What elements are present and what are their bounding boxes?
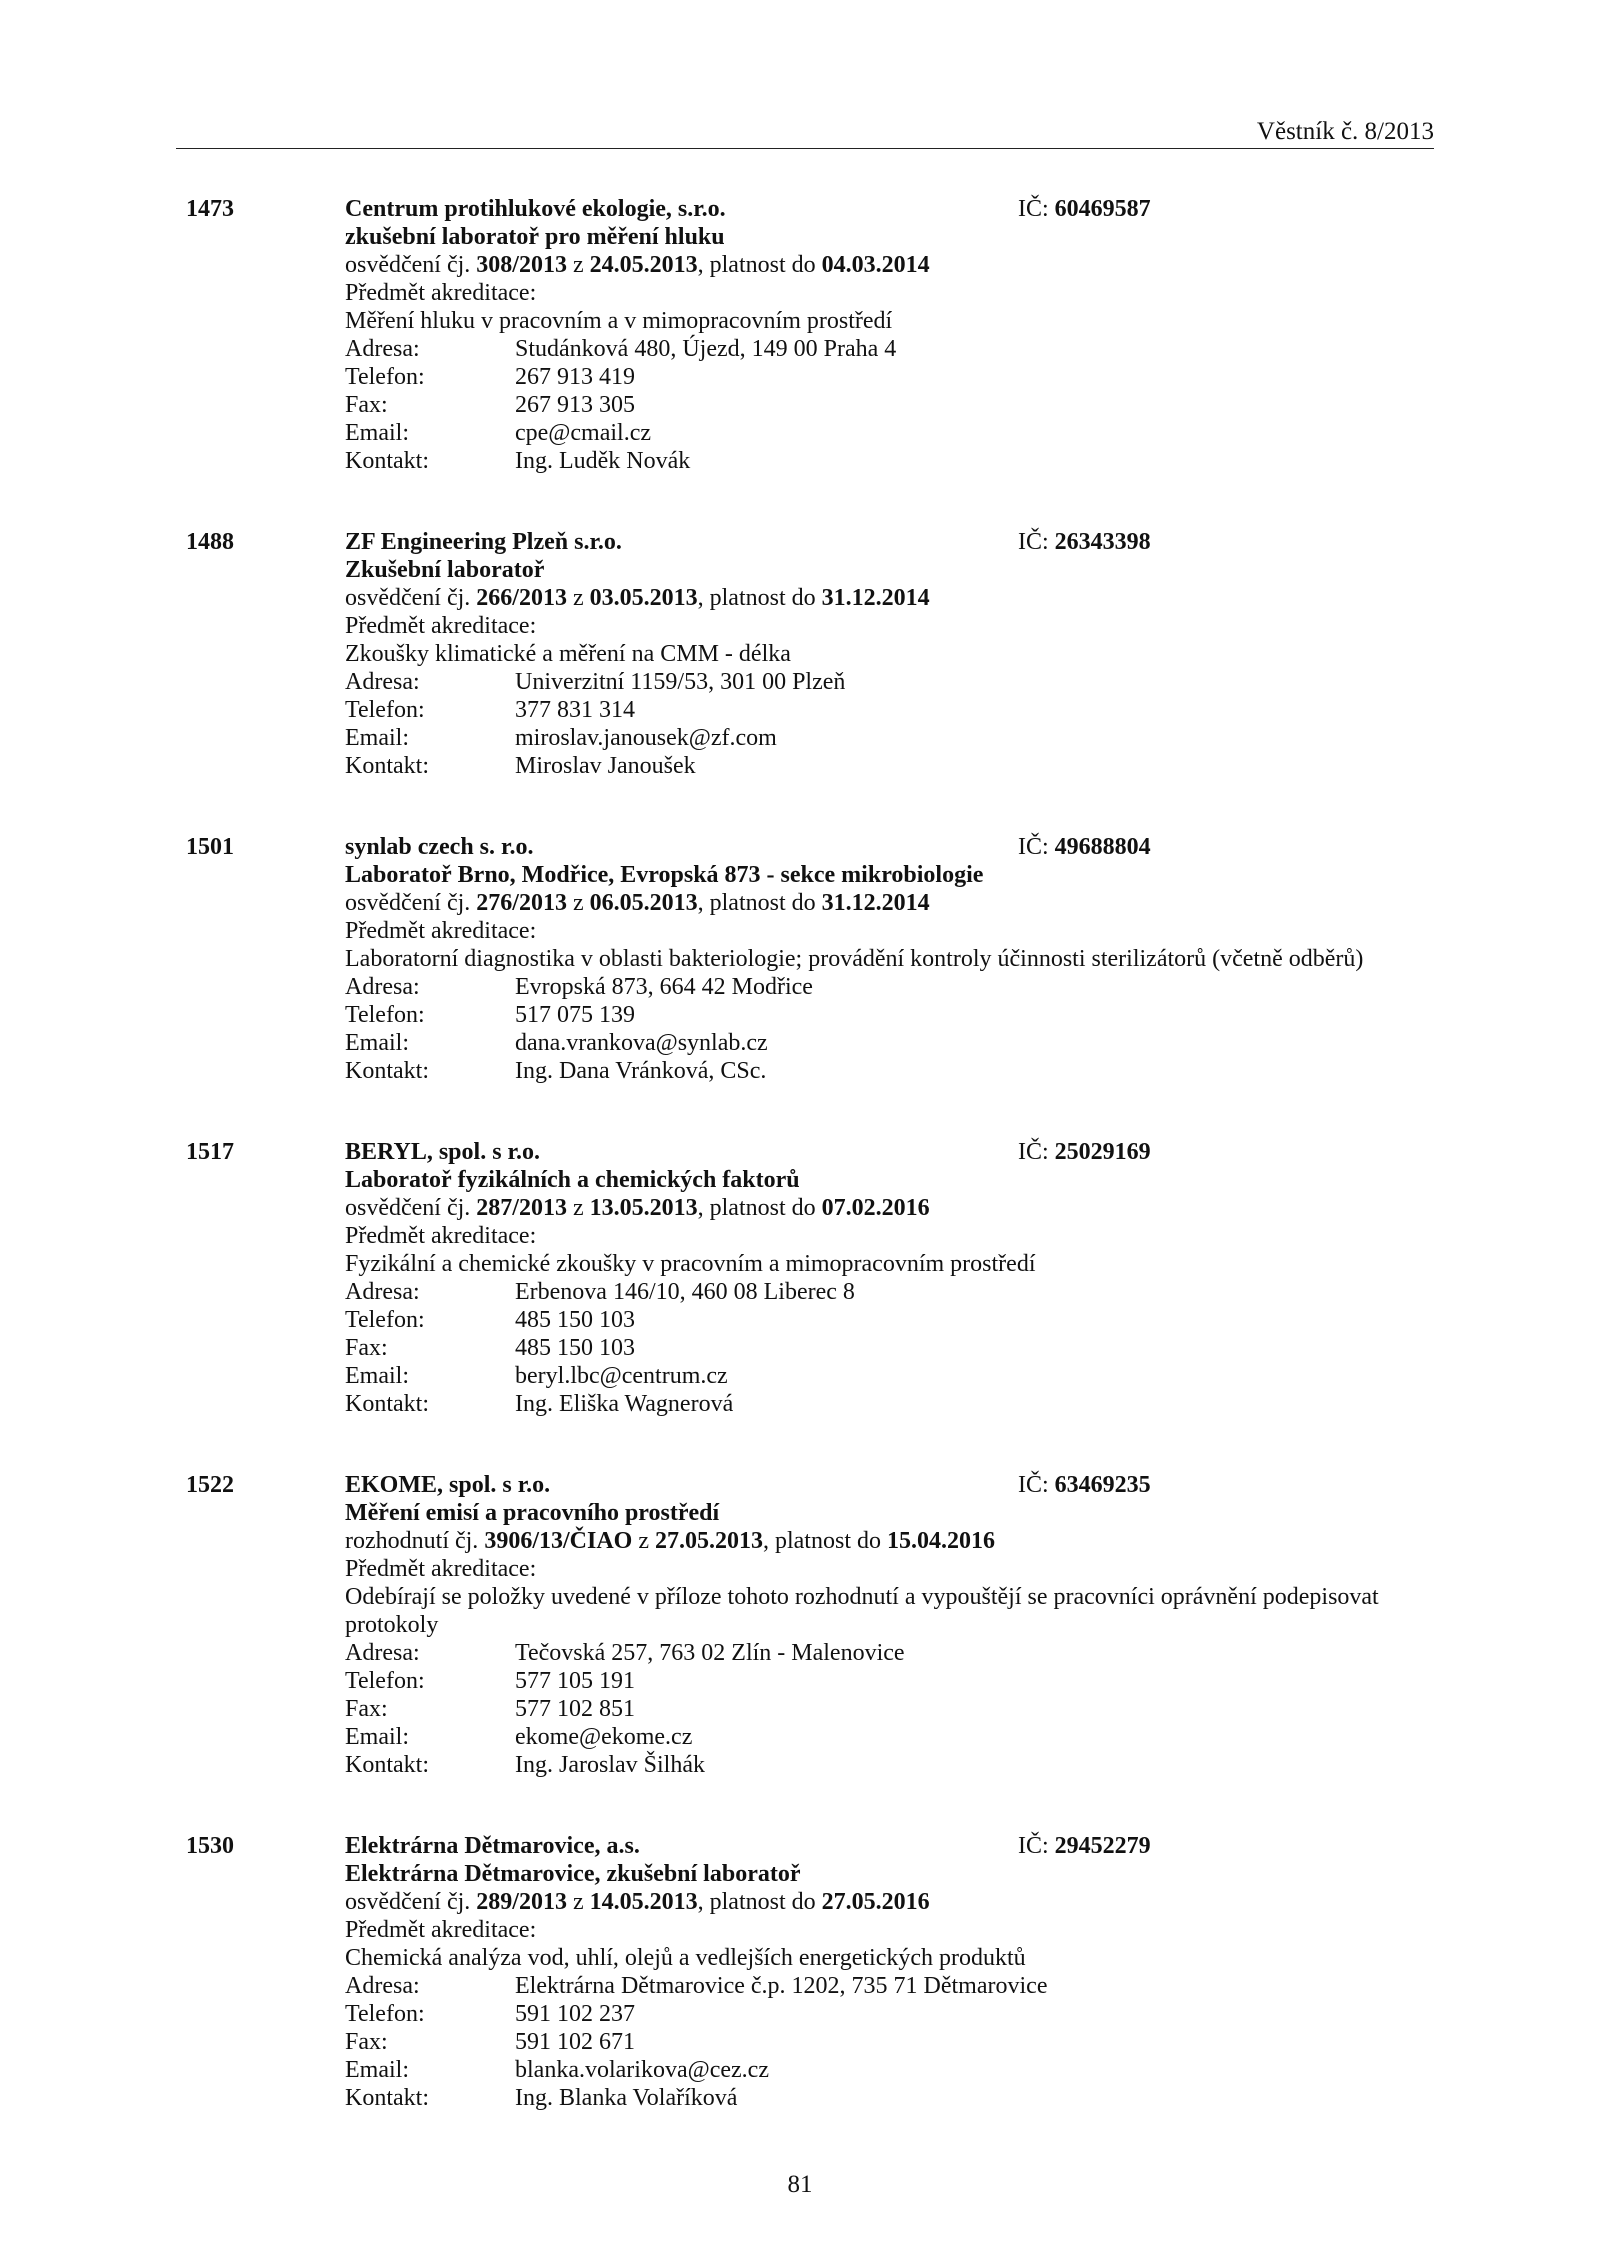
entry-number: 1530 (186, 1833, 234, 1859)
address-label: Adresa: (345, 336, 420, 362)
contact-value: Miroslav Janoušek (515, 753, 696, 779)
subject-label: Předmět akreditace: (345, 1917, 537, 1943)
contact-value: Ing. Dana Vránková, CSc. (515, 1058, 767, 1084)
company-name: synlab czech s. r.o. (345, 834, 534, 860)
valid-until: 27.05.2016 (821, 1889, 930, 1915)
address-row (345, 973, 1445, 1001)
lab-name: Zkušební laboratoř (345, 557, 545, 583)
contact-row (345, 1390, 1445, 1418)
ic-value: 25029169 (1054, 1139, 1151, 1165)
valid-until: 31.12.2014 (821, 585, 930, 611)
fax-row (345, 391, 1445, 419)
fax-value: 577 102 851 (515, 1696, 635, 1722)
email-value: dana.vrankova@synlab.cz (515, 1030, 768, 1056)
company-name: BERYL, spol. s r.o. (345, 1139, 540, 1165)
contact-label: Kontakt: (345, 2085, 429, 2111)
entry-number: 1522 (186, 1472, 234, 1498)
cert-z: z (566, 1195, 590, 1221)
validity-label: , platnost do (697, 252, 822, 278)
page-number: 81 (787, 2171, 813, 2198)
cert-number: 266/2013 (476, 585, 567, 611)
phone-label: Telefon: (345, 2001, 425, 2027)
lab-name: Laboratoř fyzikálních a chemických faktorů (345, 1167, 800, 1193)
subject-label: Předmět akreditace: (345, 280, 537, 306)
address-value: Studánková 480, Újezd, 149 00 Praha 4 (515, 336, 897, 362)
phone-row (345, 1306, 1445, 1334)
address-label: Adresa: (345, 669, 420, 695)
subject-text: Fyzikální a chemické zkoušky v pracovním a mimopracovním prostředí (345, 1251, 1036, 1277)
address-row (345, 1639, 1445, 1667)
valid-until: 31.12.2014 (821, 890, 930, 916)
phone-label: Telefon: (345, 1668, 425, 1694)
ic-value: 60469587 (1054, 196, 1151, 222)
phone-row (345, 2000, 1445, 2028)
valid-until: 07.02.2016 (821, 1195, 930, 1221)
address-value: Elektrárna Dětmarovice č.p. 1202, 735 71 Dětmarovice (515, 1973, 1048, 1999)
cert-date: 06.05.2013 (589, 890, 698, 916)
email-value: miroslav.janousek@zf.com (515, 725, 777, 751)
subject-text: Laboratorní diagnostika v oblasti bakteriologie; provádění kontroly účinnosti sterilizátorů (včetně odběrů) (345, 946, 1364, 972)
email-row (345, 1723, 1445, 1751)
phone-row (345, 1667, 1445, 1695)
contact-row (345, 447, 1445, 475)
entry-number: 1488 (186, 529, 234, 555)
cert-date: 27.05.2013 (654, 1528, 763, 1554)
email-value: ekome@ekome.cz (515, 1724, 693, 1750)
subject-text: Měření hluku v pracovním a v mimopracovním prostředí (345, 308, 893, 334)
email-value: beryl.lbc@centrum.cz (515, 1363, 728, 1389)
email-label: Email: (345, 725, 409, 751)
certificate-line (345, 1194, 1445, 1222)
address-label: Adresa: (345, 1279, 420, 1305)
lab-name: Měření emisí a pracovního prostředí (345, 1500, 720, 1526)
email-label: Email: (345, 1724, 409, 1750)
ic-label: IČ: (1018, 1472, 1049, 1498)
cert-number: 3906/13/ČIAO (484, 1528, 633, 1554)
fax-row (345, 1695, 1445, 1723)
cert-prefix: osvědčení čj. (345, 1889, 477, 1915)
subject-text: Odebírají se položky uvedené v příloze tohoto rozhodnutí a vypouštějí se pracovníci oprávnění podepisovat protokoly (345, 1584, 1379, 1638)
subject-text: Zkoušky klimatické a měření na CMM - délka (345, 641, 791, 667)
ic-value: 29452279 (1054, 1833, 1151, 1859)
validity-label: , platnost do (697, 890, 822, 916)
cert-z: z (566, 585, 590, 611)
address-label: Adresa: (345, 1973, 420, 1999)
subject-text: Chemická analýza vod, uhlí, olejů a vedlejších energetických produktů (345, 1945, 1026, 1971)
contact-row (345, 1751, 1445, 1779)
contact-value: Ing. Eliška Wagnerová (515, 1391, 734, 1417)
certificate-line (345, 1527, 1445, 1555)
phone-row (345, 696, 1445, 724)
phone-value: 577 105 191 (515, 1668, 635, 1694)
address-row (345, 1278, 1445, 1306)
address-value: Univerzitní 1159/53, 301 00 Plzeň (515, 669, 846, 695)
email-value: cpe@cmail.cz (515, 420, 652, 446)
email-row (345, 419, 1445, 447)
company-name: ZF Engineering Plzeň s.r.o. (345, 529, 622, 555)
address-row (345, 1972, 1445, 2000)
address-label: Adresa: (345, 974, 420, 1000)
validity-label: , platnost do (697, 585, 822, 611)
email-label: Email: (345, 420, 409, 446)
validity-label: , platnost do (697, 1195, 822, 1221)
cert-date: 13.05.2013 (589, 1195, 698, 1221)
phone-value: 517 075 139 (515, 1002, 635, 1028)
email-row (345, 724, 1445, 752)
contact-row (345, 1057, 1445, 1085)
address-value: Tečovská 257, 763 02 Zlín - Malenovice (515, 1640, 905, 1666)
validity-label: , platnost do (697, 1889, 822, 1915)
contact-value: Ing. Blanka Volaříková (515, 2085, 738, 2111)
subject-label: Předmět akreditace: (345, 1556, 537, 1582)
certificate-line (345, 584, 1445, 612)
fax-label: Fax: (345, 2029, 388, 2055)
cert-date: 14.05.2013 (589, 1889, 698, 1915)
page-header (176, 108, 1434, 149)
address-value: Evropská 873, 664 42 Modřice (515, 974, 813, 1000)
email-label: Email: (345, 1030, 409, 1056)
ic-label: IČ: (1018, 529, 1049, 555)
subject-label: Předmět akreditace: (345, 1223, 537, 1249)
phone-label: Telefon: (345, 364, 425, 390)
phone-label: Telefon: (345, 1307, 425, 1333)
cert-prefix: osvědčení čj. (345, 252, 477, 278)
header-title: Věstník č. 8/2013 (1256, 118, 1434, 145)
cert-z: z (566, 890, 590, 916)
lab-name: zkušební laboratoř pro měření hluku (345, 224, 725, 250)
contact-value: Ing. Luděk Novák (515, 448, 691, 474)
company-name: Elektrárna Dětmarovice, a.s. (345, 1833, 640, 1859)
contact-row (345, 2084, 1445, 2112)
certificate-line (345, 251, 1445, 279)
ic-label: IČ: (1018, 1833, 1049, 1859)
email-value: blanka.volarikova@cez.cz (515, 2057, 769, 2083)
lab-name: Laboratoř Brno, Modřice, Evropská 873 - sekce mikrobiologie (345, 862, 984, 888)
validity-label: , platnost do (762, 1528, 887, 1554)
entry-number: 1501 (186, 834, 234, 860)
phone-row (345, 1001, 1445, 1029)
company-name: EKOME, spol. s r.o. (345, 1472, 551, 1498)
phone-value: 591 102 237 (515, 2001, 635, 2027)
fax-value: 267 913 305 (515, 392, 635, 418)
fax-value: 485 150 103 (515, 1335, 635, 1361)
cert-z: z (566, 1889, 590, 1915)
contact-row (345, 752, 1445, 780)
ic-value: 63469235 (1054, 1472, 1151, 1498)
phone-value: 377 831 314 (515, 697, 635, 723)
address-row (345, 335, 1445, 363)
certificate-line (345, 889, 1445, 917)
cert-prefix: osvědčení čj. (345, 890, 477, 916)
cert-number: 308/2013 (476, 252, 567, 278)
cert-prefix: osvědčení čj. (345, 1195, 477, 1221)
ic-value: 49688804 (1054, 834, 1151, 860)
valid-until: 04.03.2014 (821, 252, 930, 278)
cert-z: z (632, 1528, 655, 1554)
cert-date: 24.05.2013 (589, 252, 698, 278)
address-row (345, 668, 1445, 696)
phone-label: Telefon: (345, 697, 425, 723)
ic-label: IČ: (1018, 1139, 1049, 1165)
cert-date: 03.05.2013 (589, 585, 698, 611)
contact-label: Kontakt: (345, 1752, 429, 1778)
email-row (345, 1029, 1445, 1057)
contact-label: Kontakt: (345, 1058, 429, 1084)
subject-label: Předmět akreditace: (345, 918, 537, 944)
subject-label: Předmět akreditace: (345, 613, 537, 639)
cert-prefix: osvědčení čj. (345, 585, 477, 611)
contact-value: Ing. Jaroslav Šilhák (515, 1752, 705, 1778)
cert-number: 276/2013 (476, 890, 567, 916)
phone-value: 267 913 419 (515, 364, 635, 390)
fax-row (345, 1334, 1445, 1362)
email-label: Email: (345, 1363, 409, 1389)
entry-number: 1473 (186, 196, 234, 222)
cert-prefix: rozhodnutí čj. (345, 1528, 485, 1554)
valid-until: 15.04.2016 (886, 1528, 995, 1554)
contact-label: Kontakt: (345, 1391, 429, 1417)
company-name: Centrum protihlukové ekologie, s.r.o. (345, 196, 726, 222)
cert-number: 289/2013 (476, 1889, 567, 1915)
email-label: Email: (345, 2057, 409, 2083)
address-value: Erbenova 146/10, 460 08 Liberec 8 (515, 1279, 855, 1305)
certificate-line (345, 1888, 1445, 1916)
fax-label: Fax: (345, 392, 388, 418)
phone-row (345, 363, 1445, 391)
cert-number: 287/2013 (476, 1195, 567, 1221)
email-row (345, 2056, 1445, 2084)
phone-value: 485 150 103 (515, 1307, 635, 1333)
fax-label: Fax: (345, 1696, 388, 1722)
lab-name: Elektrárna Dětmarovice, zkušební laboratoř (345, 1861, 801, 1887)
email-row (345, 1362, 1445, 1390)
contact-label: Kontakt: (345, 753, 429, 779)
phone-label: Telefon: (345, 1002, 425, 1028)
ic-label: IČ: (1018, 196, 1049, 222)
fax-value: 591 102 671 (515, 2029, 635, 2055)
ic-label: IČ: (1018, 834, 1049, 860)
address-label: Adresa: (345, 1640, 420, 1666)
fax-row (345, 2028, 1445, 2056)
contact-label: Kontakt: (345, 448, 429, 474)
ic-value: 26343398 (1054, 529, 1151, 555)
cert-z: z (566, 252, 590, 278)
entry-number: 1517 (186, 1139, 234, 1165)
fax-label: Fax: (345, 1335, 388, 1361)
